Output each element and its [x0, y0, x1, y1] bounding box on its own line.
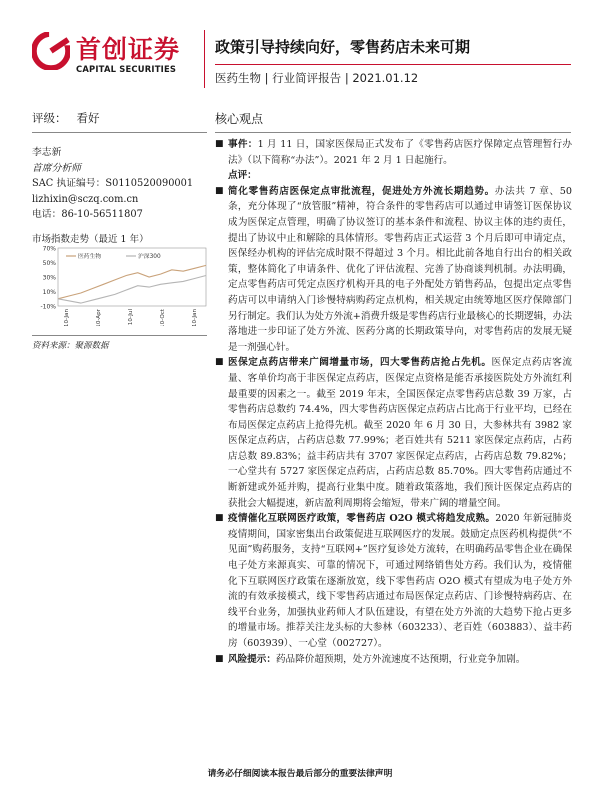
analyst-license: SAC 执证编号：S0110520090001	[32, 178, 194, 190]
y-tick-label: 10%	[42, 289, 56, 296]
y-tick-label: 50%	[42, 260, 56, 267]
analyst-name: 李志新	[32, 147, 62, 158]
report-headline: 政策引导持续向好，零售药店未来可期	[215, 38, 471, 56]
point-2	[215, 355, 572, 511]
core-rule	[215, 132, 571, 133]
legend-label-1: 沪深300	[138, 254, 161, 260]
rating	[32, 110, 110, 126]
x-tick-label: 10-Jan	[64, 309, 70, 326]
capital-securities-logo-icon	[32, 32, 70, 70]
risk-paragraph	[215, 652, 572, 668]
chart-svg	[32, 244, 210, 326]
x-tick-label: 10-Jul	[128, 309, 134, 326]
header-divider	[204, 30, 205, 88]
core-content	[215, 137, 572, 667]
point-3	[215, 511, 572, 651]
x-tick-label: 10-Apr	[96, 309, 102, 326]
y-tick-label: 30%	[42, 274, 56, 282]
point-2-body: 医保定点药店客流量、客单价均高于非医保定点药店，医保定点资格是能否承接医院处方外流红利最重要的因素之一。截至 2019 年末，全国医保定点零售药店总数 39 万家，占零售药店总数约 74.4%，四大零售药店医保定点药店占比高于行业平均，已经在布局医保定点药店上抢得先机。截至 2020 年 6 月 30 日，大参林共有 3982 家医保定点药店，占药店总数 77.99%；老百姓共有 5211 家医保定点药店，占药店总数 89.83%；益丰药店共有 3707 家医保定点药店，占药店总数 79.82%；一心堂共有 5727 家医保定点药店，占药店总数 85.70%。四大零售药店通过不断新建或外延并购，提高行业集中度。随着政策落地，我们预计医保定点药店的获批会大幅提速，新店盈利周期将会缩短，带来广阔的增量空间。	[228, 357, 573, 509]
left-rule	[32, 132, 207, 133]
header-rule	[215, 64, 571, 65]
point-2-heading: 医保定点药店带来广阔增量市场，四大零售药店抢占先机。	[228, 357, 492, 369]
analyst-title: 首席分析师	[32, 162, 81, 174]
point-1	[215, 184, 572, 356]
rating-value: 看好	[76, 111, 100, 125]
y-tick-label: 70%	[42, 245, 56, 253]
bullet-icon: ■	[215, 653, 224, 664]
point-1-heading: 简化零售药店医保定点审批流程，促进处方外流长期趋势。	[228, 185, 495, 197]
point-3-body: 2020 年新冠肺炎疫情期间，国家密集出台政策促进互联网医疗的发展。鼓励定点医药机构提供“不见面”购药服务，支持“互联网+”医疗复诊处方流转，在明确药品零售企业在确保电子处方来源真实、可靠的情况下，可通过网络销售处方药。我们认为，疫情催化下互联网医疗政策在逐渐放宽，线下零售药店 O2O 模式有望成为电子处方外流的有效承接模式，线下零售药店通过布局医保定点药店、门诊慢特病药店、在线平台业务，加强执业药师人才队伍建设，有望在处方外流的大趋势下抢占更多的增量市场。推荐关注龙头标的大参林（603233）、老百姓（603883）、益丰药房（603939）、一心堂（002727）。	[228, 513, 572, 649]
core-view-title: 核心观点	[215, 112, 264, 126]
point-3-heading: 疫情催化互联网医疗政策，零售药店 O2O 模式将趋发成熟。	[228, 513, 496, 525]
bullet-icon: ■	[215, 357, 224, 368]
report-subline: 医药生物 | 行业简评报告 | 2021.01.12	[215, 71, 419, 85]
x-tick-label: 10-Oct	[160, 309, 166, 326]
rating-label: 评级：	[32, 111, 67, 125]
chart-source: 资料来源：聚源数据	[32, 341, 109, 351]
bullet-icon: ■	[215, 513, 224, 524]
analyst-info	[32, 145, 212, 223]
legend-label-0: 医药生物	[78, 254, 102, 260]
series-line-1	[58, 276, 206, 304]
chart-rule	[32, 335, 207, 336]
chart-title: 市场指数走势（最近 1 年）	[32, 234, 149, 245]
point-1-body: 办法共 7 章、50 条，充分体现了“放管服”精神，符合条件的零售药店可以通过申请签订医保协议成为医保定点管理，明确了协议签订的基本条件和流程、协议主体的违约责任，提出了协议中止和解除的具体情形。零售药店正式运营 3 个月后即可申请定点，医保经办机构的评估完成时限不得超过 3 个月。相比此前各地自行出台的相关政策，整体简化了申请条件、优化了评估流程、完善了协商谈判机制。办法明确，定点零售药店可凭定点医疗机构开具的电子外配处方销售药品，包提出定点零售药店可以申请纳入门诊慢特病购药定点机构，相关规定由统筹地区医疗保障部门另行制定。我们认为处方外流+消费升级是零售药店行业最核心的长期逻辑，办法落地进一步印证了处方外流、医药分离的长期政策导向，对零售药店的发展无疑是一剂强心针。	[228, 185, 572, 353]
bullet-icon: ■	[215, 139, 224, 149]
analyst-phone: 电话：86-10-56511807	[32, 209, 143, 221]
x-tick-label: 10-Jan	[192, 309, 198, 326]
logo-chinese-name: 首创证券	[76, 35, 181, 64]
analyst-email[interactable]: lizhixin@sczq.com.cn	[32, 193, 139, 205]
event-paragraph	[215, 137, 572, 168]
company-logo	[32, 28, 202, 86]
event-label: 事件：	[228, 139, 258, 150]
event-text: 1 月 11 日，国家医保局正式发布了《零售药店医疗保障定点管理暂行办法》（以下简称“办法”）。2021 年 2 月 1 日起施行。	[228, 139, 572, 166]
bullet-icon: ■	[215, 185, 224, 196]
y-tick-label: -10%	[40, 303, 56, 311]
market-index-chart	[32, 244, 210, 326]
logo-english-name: CAPITAL SECURITIES	[76, 64, 177, 74]
series-line-0	[58, 265, 206, 298]
risk-text: 药品降价超预期，处方外流速度不达预期，行业竞争加剧。	[275, 653, 526, 665]
legal-footer: 请务必仔细阅读本报告最后部分的重要法律声明	[207, 769, 393, 779]
risk-label: 风险提示：	[228, 653, 276, 665]
comment-label: 点评：	[228, 170, 257, 182]
